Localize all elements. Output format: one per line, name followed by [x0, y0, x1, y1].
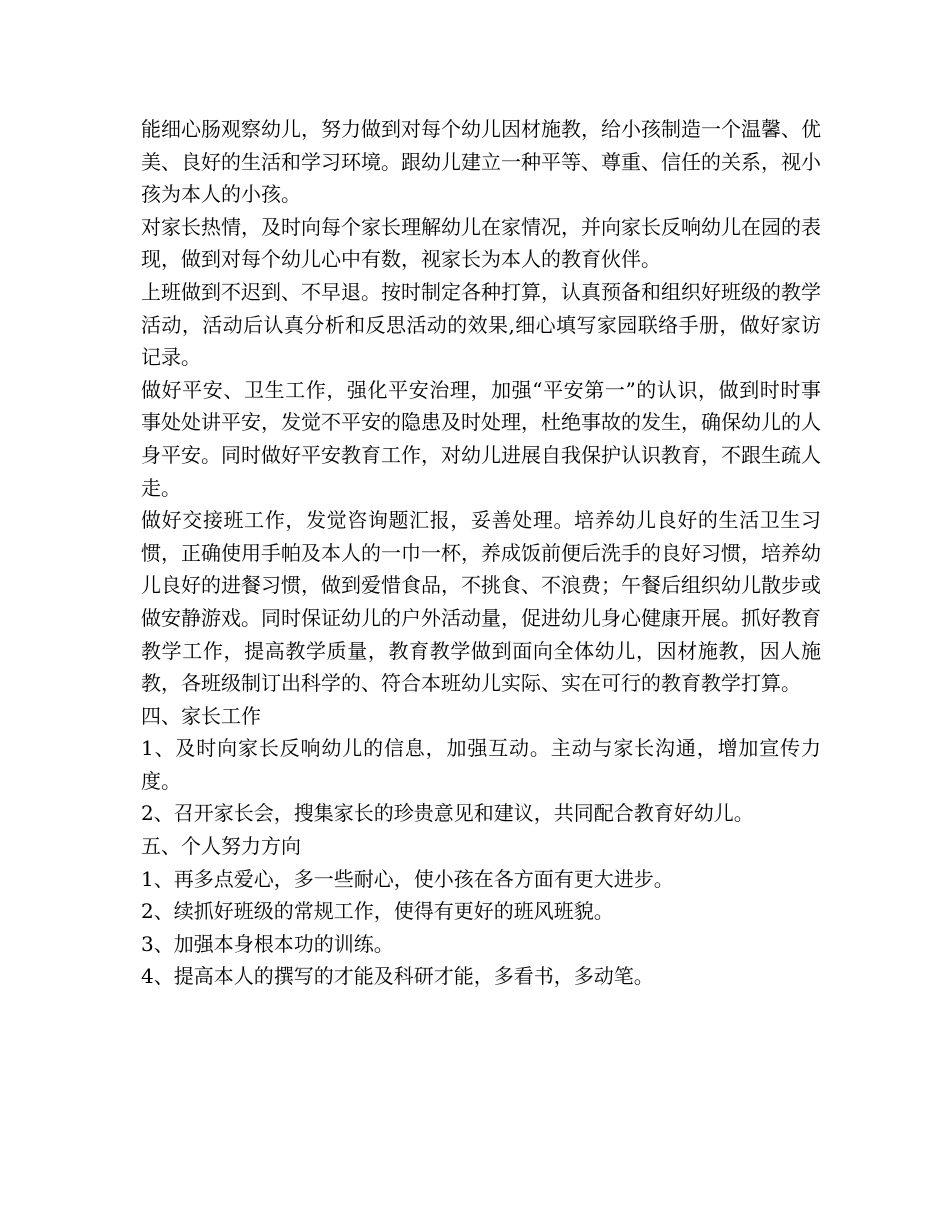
section-heading-parent-work: 四、家长工作: [141, 703, 261, 728]
paragraph-observe-children: 能细心肠观察幼儿，努力做到对每个幼儿因材施教，给小孩制造一个温馨、优美、良好的生活和学习环境。跟幼儿建立一种平等、尊重、信任的关系，视小孩为本人的小孩。: [141, 117, 821, 207]
paragraph-work-discipline: 上班做到不迟到、不早退。按时制定各种打算，认真预备和组织好班级的教学活动，活动后认真分析和反思活动的效果,细心填写家园联络手册，做好家访记录。: [141, 279, 821, 370]
list-item-parent-2: 2、召开家长会，搜集家长的珍贵意见和建议，共同配合教育好幼儿。: [141, 801, 754, 826]
paragraph-hygiene-teaching: 做好交接班工作，发觉咨询题汇报，妥善处理。培养幼儿良好的生活卫生习惯，正确使用手帕及本人的一巾一杯，养成饭前便后洗手的良好习惯，培养幼儿良好的进餐习惯，做到爱惜食品，不挑食、不浪费；午餐后组织幼儿散步或做安静游戏。同时保证幼儿的户外活动量，促进幼儿身心健康开展。抓好教育教学工作，提高教学质量，教育教学做到面向全体幼儿，因材施教，因人施教，各班级制订出科学的、符合本班幼儿实际、实在可行的教育教学打算。: [141, 508, 821, 696]
list-item-parent-1: 1、及时向家长反响幼儿的信息，加强互动。主动与家长沟通，增加宣传力度。: [141, 736, 821, 793]
list-item-personal-1: 1、再多点爱心，多一些耐心，使小孩在各方面有更大进步。: [141, 866, 674, 891]
paragraph-safety-work: 做好平安、卫生工作，强化平安治理，加强“平安第一”的认识，做到时时事事处处讲平安，发觉不平安的隐患及时处理，杜绝事故的发生，确保幼儿的人身平安。同时做好平安教育工作，对幼儿进展自我保护认识教育，不跟生疏人走。: [141, 377, 821, 500]
paragraph-parent-communication: 对家长热情，及时向每个家长理解幼儿在家情况，并向家长反响幼儿在园的表现，做到对每个幼儿心中有数，视家长为本人的教育伙伴。: [141, 214, 821, 272]
document-body: [141, 113, 821, 993]
section-heading-personal-direction: 五、个人努力方向: [141, 834, 301, 859]
list-item-personal-2: 2、续抓好班级的常规工作，使得有更好的班风班貌。: [141, 899, 614, 924]
list-item-personal-4: 4、提高本人的撰写的才能及科研才能，多看书，多动笔。: [141, 964, 654, 989]
list-item-personal-3: 3、加强本身根本功的训练。: [141, 931, 394, 956]
